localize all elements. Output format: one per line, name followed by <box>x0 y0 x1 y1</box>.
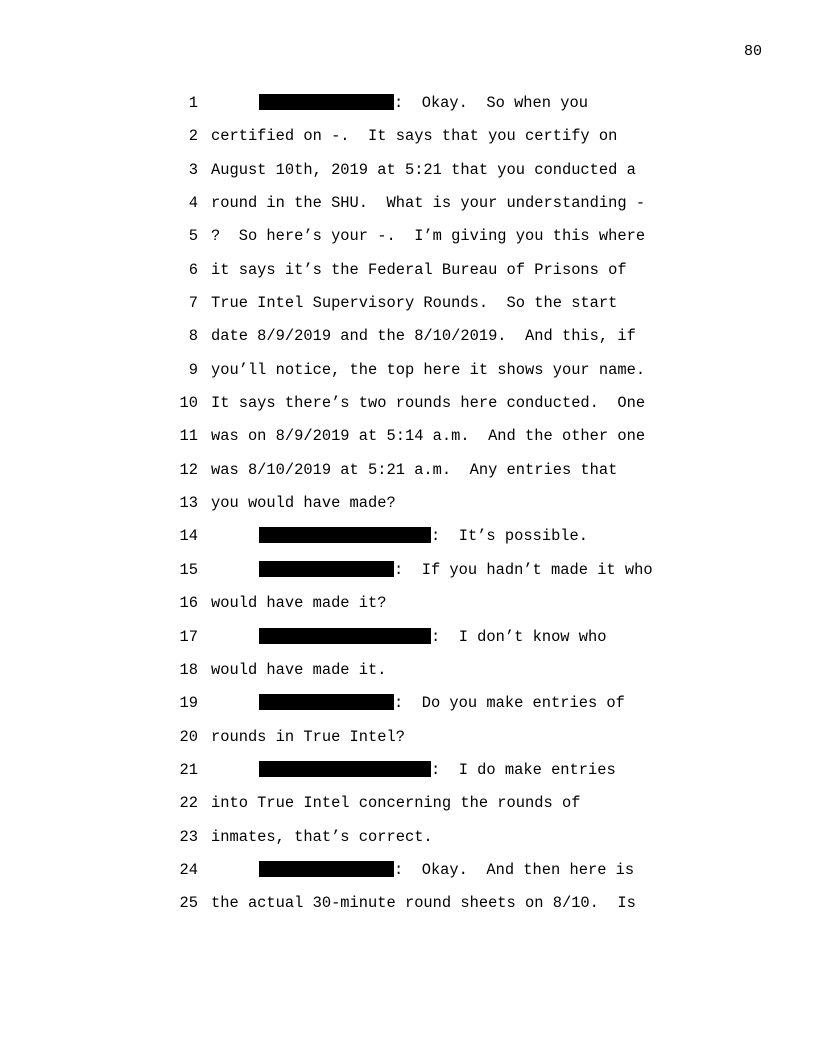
line-text <box>259 860 634 880</box>
line-number: 2 <box>188 127 198 146</box>
line-content: : I don’t know who <box>431 627 607 646</box>
speaker-redaction <box>259 861 394 877</box>
line-number: 3 <box>188 160 198 179</box>
transcript-line <box>0 627 816 660</box>
speaker-redaction <box>259 94 394 110</box>
line-number: 25 <box>179 894 198 913</box>
line-content: date 8/9/2019 and the 8/10/2019. And this, if <box>211 327 636 346</box>
line-number: 15 <box>179 560 198 579</box>
line-content: : If you hadn’t made it who <box>394 560 653 579</box>
line-text <box>211 193 645 213</box>
line-number: 9 <box>188 360 198 379</box>
line-number: 7 <box>188 294 198 313</box>
line-text <box>211 160 636 180</box>
line-text <box>211 360 645 380</box>
line-number: 1 <box>188 94 198 112</box>
line-text <box>211 226 645 246</box>
transcript-line <box>0 727 816 760</box>
line-text <box>259 526 588 546</box>
speaker-redaction <box>259 761 431 777</box>
line-content: would have made it. <box>211 660 387 679</box>
line-number: 13 <box>179 494 198 513</box>
transcript-line <box>0 893 816 926</box>
line-content: would have made it? <box>211 594 387 613</box>
line-content: rounds in True Intel? <box>211 727 405 746</box>
line-text <box>211 293 617 313</box>
line-number: 22 <box>179 794 198 813</box>
transcript-line <box>0 260 816 293</box>
line-text <box>211 326 636 346</box>
line-number: 12 <box>179 460 198 479</box>
line-number: 21 <box>179 760 198 779</box>
transcript-line <box>0 326 816 359</box>
transcript-line <box>0 560 816 593</box>
transcript-line <box>0 793 816 826</box>
line-text <box>211 593 386 613</box>
line-text <box>259 627 606 647</box>
line-content: round in the SHU. What is your understanding - <box>211 194 646 213</box>
line-number: 20 <box>179 727 198 746</box>
line-content: August 10th, 2019 at 5:21 that you conducted a <box>211 160 636 179</box>
line-number: 11 <box>179 427 198 446</box>
page-number: 80 <box>743 43 762 60</box>
line-text <box>211 460 617 480</box>
transcript-line <box>0 193 816 226</box>
line-content: : I do make entries <box>431 760 616 779</box>
line-content: : Do you make entries of <box>394 694 625 713</box>
line-text <box>259 693 625 713</box>
transcript-line <box>0 860 816 893</box>
line-text <box>211 493 396 513</box>
line-number: 17 <box>179 627 198 646</box>
line-number: 16 <box>179 594 198 613</box>
transcript-line <box>0 526 816 559</box>
line-content: certified on -. It says that you certify on <box>211 127 618 146</box>
transcript-line <box>0 827 816 860</box>
line-text <box>211 260 627 280</box>
line-text <box>259 760 616 780</box>
speaker-redaction <box>259 694 394 710</box>
line-content: it says it’s the Federal Bureau of Prisons of <box>211 260 627 279</box>
line-content: was on 8/9/2019 at 5:14 a.m. And the other one <box>211 427 646 446</box>
transcript-line <box>0 160 816 193</box>
line-number: 8 <box>188 327 198 346</box>
line-number: 6 <box>188 260 198 279</box>
speaker-redaction <box>259 561 394 577</box>
line-number: 10 <box>179 394 198 413</box>
line-content: : Okay. So when you <box>394 94 588 112</box>
line-number: 4 <box>188 194 198 213</box>
line-text <box>259 560 653 580</box>
line-number: 24 <box>179 860 198 879</box>
line-content: you’ll notice, the top here it shows your name. <box>211 360 646 379</box>
speaker-redaction <box>259 527 431 543</box>
transcript-line <box>0 593 816 626</box>
line-number: 19 <box>179 694 198 713</box>
transcript-line <box>0 660 816 693</box>
line-text <box>211 126 617 146</box>
transcript-line <box>0 493 816 526</box>
line-content: was 8/10/2019 at 5:21 a.m. Any entries that <box>211 460 618 479</box>
speaker-redaction <box>259 628 431 644</box>
line-content: ? So here’s your -. I’m giving you this where <box>211 227 646 246</box>
line-text <box>211 727 405 747</box>
transcript-line <box>0 360 816 393</box>
line-content: : It’s possible. <box>431 527 589 546</box>
transcript-line <box>0 460 816 493</box>
line-content: : Okay. And then here is <box>394 860 635 879</box>
line-content: the actual 30-minute round sheets on 8/10. Is <box>211 894 636 913</box>
line-number: 18 <box>179 660 198 679</box>
line-content: you would have made? <box>211 494 396 513</box>
line-text <box>259 93 588 113</box>
transcript-line <box>0 226 816 259</box>
transcript-line <box>0 393 816 426</box>
line-text <box>211 426 645 446</box>
transcript-line <box>0 293 816 326</box>
line-content: into True Intel concerning the rounds of <box>211 794 581 813</box>
line-text <box>211 660 386 680</box>
line-content: It says there’s two rounds here conducted. One <box>211 394 646 413</box>
line-text <box>211 827 433 847</box>
line-number: 14 <box>179 527 198 546</box>
line-text <box>211 793 580 813</box>
line-text <box>211 393 645 413</box>
transcript-line <box>0 126 816 159</box>
transcript-line <box>0 760 816 793</box>
transcript-line <box>0 426 816 459</box>
transcript-body <box>0 93 816 927</box>
line-content: True Intel Supervisory Rounds. So the start <box>211 294 618 313</box>
transcript-line <box>0 693 816 726</box>
line-number: 5 <box>188 227 198 246</box>
line-number: 23 <box>179 827 198 846</box>
line-content: inmates, that’s correct. <box>211 827 433 846</box>
transcript-line <box>0 93 816 126</box>
line-text <box>211 893 636 913</box>
